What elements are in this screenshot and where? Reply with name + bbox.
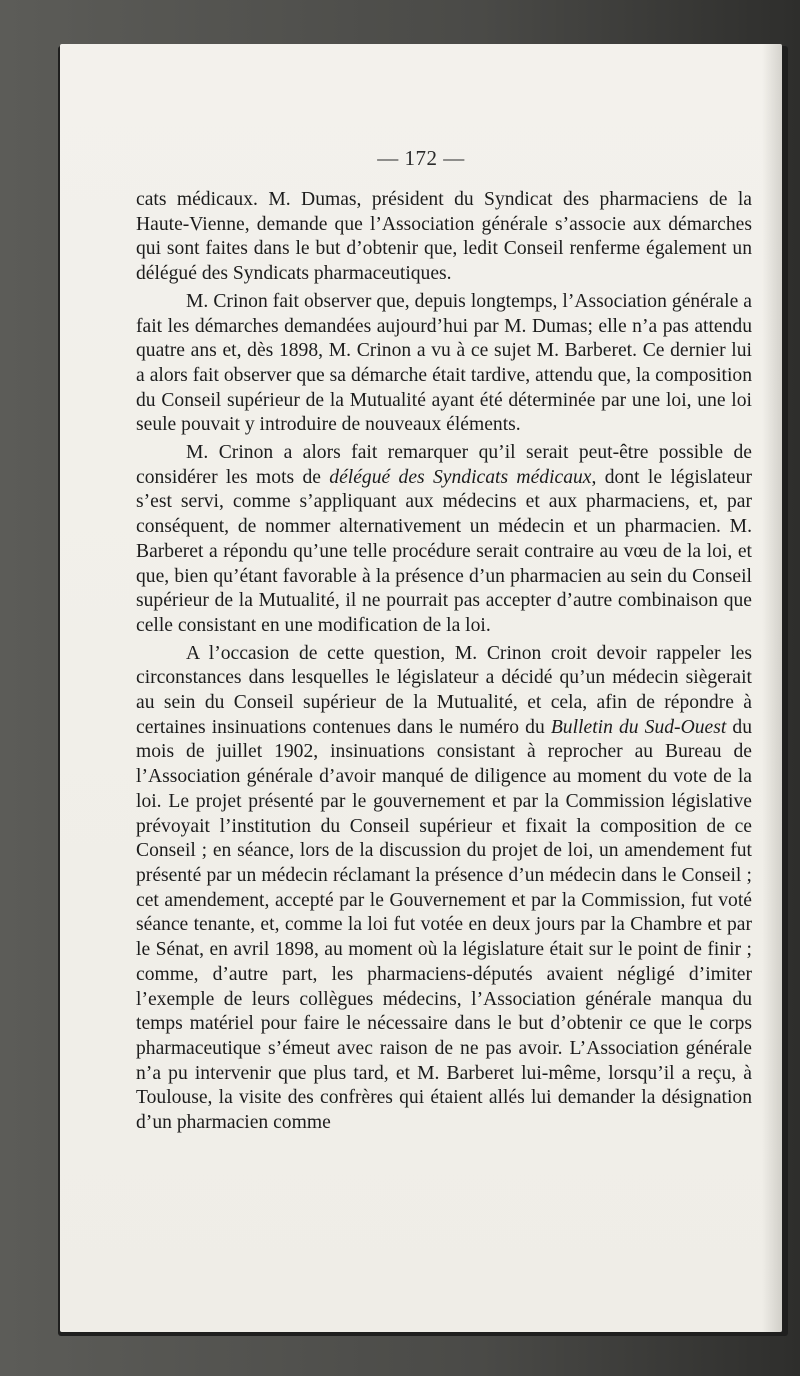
page-edge bbox=[762, 44, 782, 1332]
paragraph-2: M. Crinon fait observer que, depuis longtemps, l’Association générale a fait les démarches demandées aujourd’hui par M. Dumas; elle n’a pas attendu quatre ans et, dès 1898, M. Crinon a vu à ce sujet M. Barberet. Ce dernier lui a alors fait observer que sa démarche était tardive, attendu que, la composition du Conseil supérieur de la Mutualité ayant été déterminée par une loi, une loi seule pouvait y introduire de nouveaux éléments. bbox=[136, 290, 752, 436]
paragraph-3-italic-term: délégué des Syndicats médicaux bbox=[329, 466, 592, 488]
paragraph-1: cats médicaux. M. Dumas, président du Syndicat des pharmaciens de la Haute-Vienne, demande que l’Association générale s’associe aux démarches qui sont faites dans le but d’obtenir que, ledit Conseil renferme également un délégué des Syndicats pharmaceutiques. bbox=[136, 189, 752, 285]
paragraph-3-text-after: , dont le législateur s’est servi, comme s’appliquant aux médecins et aux pharmaciens, et, par conséquent, de nommer alternativement un médecin et un pharmacien. M. Barberet a répondu qu’une telle procédure serait contraire au vœu de la loi, et que, bien qu’étant favorable à la présence d’un pharmacien au sein du Conseil supérieur de la Mutualité, il ne pourrait pas accepter d’autre combinaison que celle consistant en une modification de la loi. bbox=[136, 466, 752, 636]
paragraph-4-text-before: A l’occasion de cette question, M. Crinon croit devoir rappeler les circonstances dans lesquelles le législateur a décidé qu’un médecin siègerait au sein du Conseil supérieur de la Mutualité, et cela, afin de répondre à certaines insinuations contenues dans le numéro du bbox=[136, 642, 752, 738]
page-number: — 172 — bbox=[377, 146, 465, 170]
paragraph-3-text-before: M. Crinon a alors fait remarquer qu’il serait peut-être possible de considérer les mots de bbox=[136, 442, 752, 488]
paragraph-4 bbox=[136, 642, 752, 1136]
paragraph-4-text-after: du mois de juillet 1902, insinuations consistant à reprocher au Bureau de l’Association générale d’avoir manqué de diligence au moment du vote de la loi. Le projet présenté par le gouvernement et par la Commission législative prévoyait l’institution du Conseil supérieur et fixait la composition de ce Conseil ; en séance, lors de la discussion du projet de loi, un amendement fut présenté par un médecin réclamant la présence d’un médecin dans le Conseil ; cet amendement, accepté par le Gouvernement et par la Commission, fut voté séance tenante, et, comme la loi fut votée en deux jours par la Chambre et par le Sénat, en avril 1898, au moment où la législature était sur le point de finir ; comme, d’autre part, les pharmaciens-députés avaient négligé d’imiter l’exemple de leurs collègues médecins, l’Association générale manqua du temps matériel pour faire le nécessaire dans le but d’obtenir ce que le corps pharmaceutique s’émeut avec raison de ne pas avoir. L’Association générale n’a pu intervenir que plus tard, et M. Barberet lui-même, lorsqu’il a reçu, à Toulouse, la visite des confrères qui étaient allés lui demander la désignation d’un pharmacien comme bbox=[136, 716, 752, 1134]
paragraph-4-italic-title: Bulletin du Sud-Ouest bbox=[550, 716, 727, 738]
paragraph-3 bbox=[136, 441, 752, 639]
body-text bbox=[136, 188, 752, 1136]
